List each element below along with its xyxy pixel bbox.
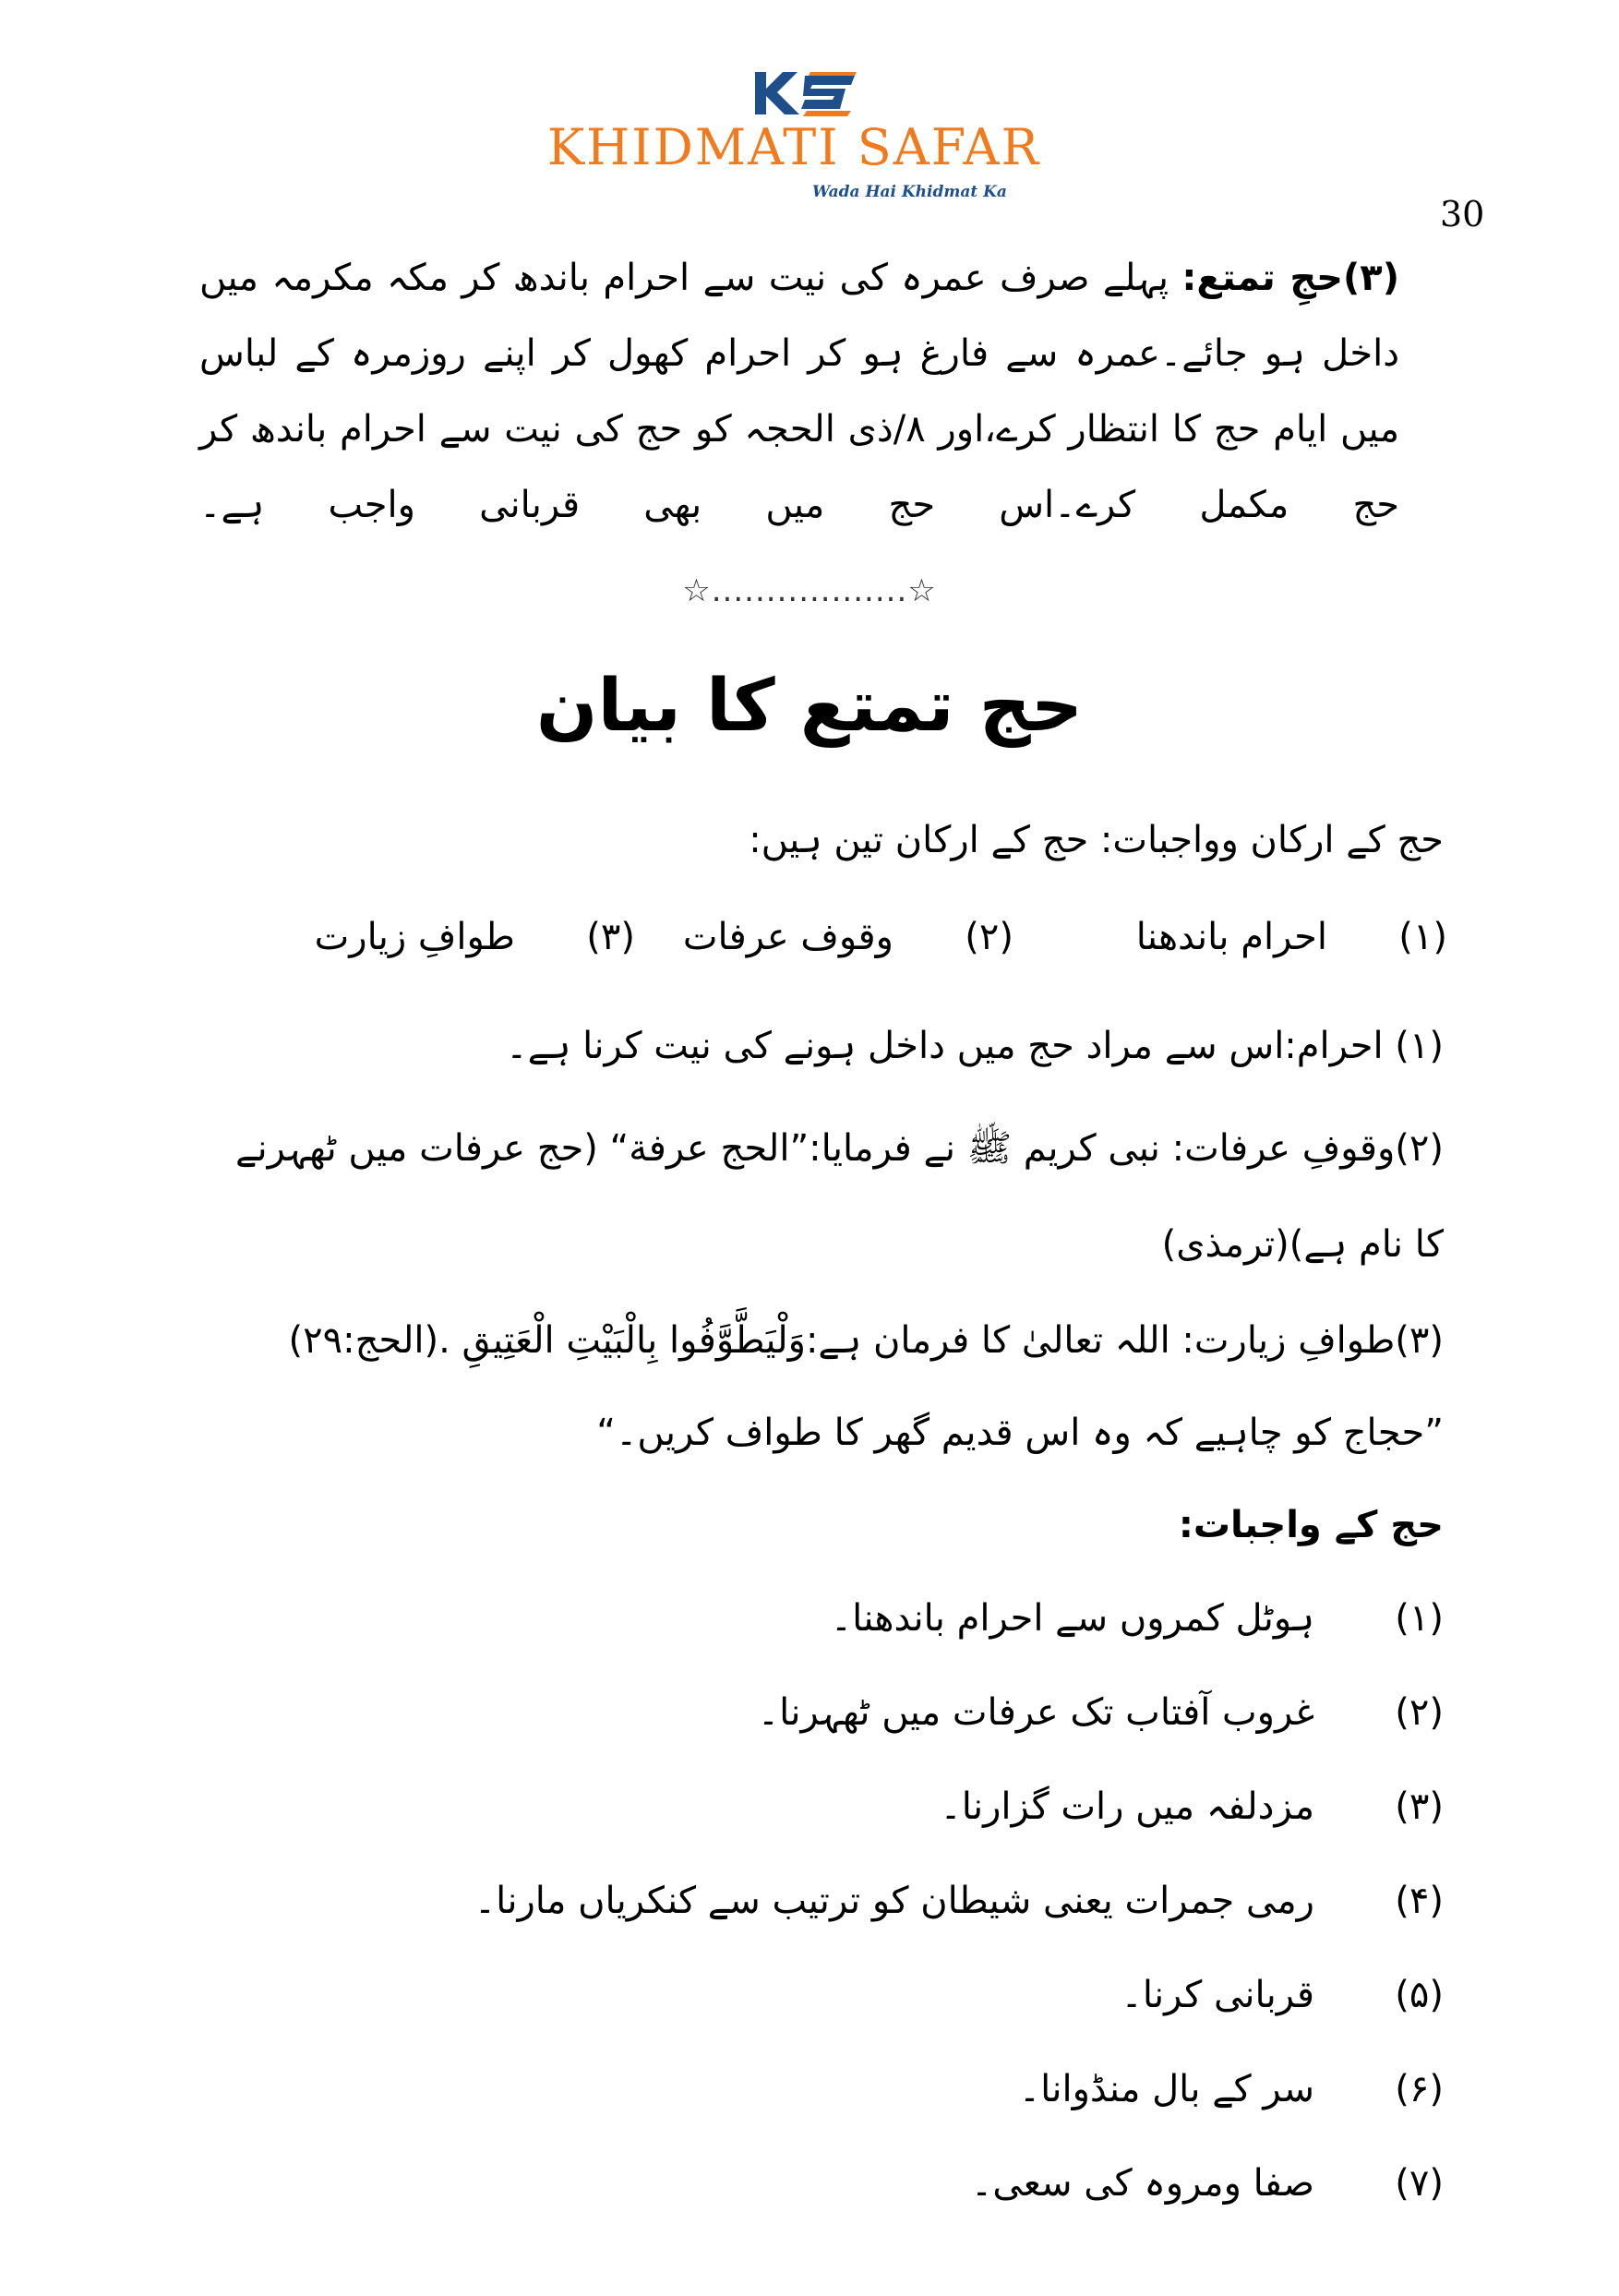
wajibat-heading: حج کے واجبات:	[1178, 1504, 1444, 1546]
page-number: 30	[1440, 194, 1485, 234]
wajibat-item-text: ہوٹل کمروں سے احرام باندھنا۔	[830, 1597, 1314, 1640]
wajibat-item-text: صفا ومروہ کی سعی۔	[970, 2162, 1314, 2205]
wajibat-item-4	[244, 1880, 1444, 1935]
wajibat-item-7	[244, 2162, 1444, 2218]
detail-line-5: ”حجاج کو چاہیے کہ وہ اس قدیم گھر کا طواف کریں۔“	[596, 1412, 1444, 1454]
pillar-1-num: (۱)	[1398, 916, 1447, 958]
wajibat-item-text: رمی جمرات یعنی شیطان کو ترتیب سے کنکریاں مارنا۔	[474, 1880, 1314, 1922]
wajibat-item-text: قربانی کرنا۔	[1121, 1974, 1314, 2016]
brand-logo-mark	[755, 72, 857, 116]
wajibat-item-number: (۶)	[1395, 2068, 1444, 2110]
wajibat-item-text: مزدلفہ میں رات گزارنا۔	[940, 1785, 1314, 1828]
wajibat-item-1	[244, 1597, 1444, 1653]
intro-label: (۳)حجِ تمتع:	[1181, 257, 1399, 299]
section-divider: ☆..................☆	[682, 572, 937, 609]
detail-line-3: کا نام ہے)(ترمذی)	[1161, 1223, 1444, 1266]
wajibat-item-3	[244, 1785, 1444, 1841]
pillar-2-text: وقوف عرفات	[682, 916, 893, 958]
detail-line-4: (۳)طوافِ زیارت: اللہ تعالیٰ کا فرمان ہے:وَلْيَطَّوَّفُوا بِالْبَيْتِ الْعَتِيقِ .(الحج:۲۹)	[288, 1319, 1444, 1362]
wajibat-item-text: غروب آفتاب تک عرفات میں ٹھہرنا۔	[757, 1691, 1314, 1734]
brand-tagline: Wada Hai Khidmat Ka	[812, 183, 1007, 201]
wajibat-item-number: (۳)	[1395, 1785, 1444, 1828]
wajibat-item-number: (۱)	[1395, 1597, 1444, 1640]
wajibat-item-number: (۵)	[1395, 1974, 1444, 2016]
pillar-2-num: (۲)	[965, 916, 1013, 958]
wajibat-item-5	[244, 1974, 1444, 2029]
wajibat-item-number: (۷)	[1395, 2162, 1444, 2205]
brand-name: KHIDMATI SAFAR	[546, 118, 1041, 176]
detail-line-1: (۱) احرام:اس سے مراد حج میں داخل ہونے کی نیت کرنا ہے۔	[506, 1025, 1444, 1067]
intro-paragraph	[199, 240, 1399, 543]
pillars-intro: حج کے ارکان وواجبات: حج کے ارکان تین ہیں:	[749, 819, 1444, 861]
wajibat-item-6	[244, 2068, 1444, 2123]
detail-line-2: (۲)وقوفِ عرفات: نبی کریم ﷺ نے فرمایا:”الحج عرفة“ (حج عرفات میں ٹھہرنے	[235, 1127, 1444, 1170]
wajibat-item-text: سر کے بال منڈوانا۔	[1018, 2068, 1314, 2110]
wajibat-item-2	[244, 1691, 1444, 1747]
section-heading: حج تمتع کا بیان	[535, 665, 1084, 748]
intro-text: پہلے صرف عمرہ کی نیت سے احرام باندھ کر مکہ مکرمہ میں داخل ہو جائے۔عمرہ سے فارغ ہو کر احرام کھول کر اپنے روزمرہ کے لباس میں ایام حج کا انتظار کرے،اور ۸/ذی الحجہ کو حج کی نیت سے احرام باندھ کر حج مکمل کرے۔اس حج میں بھی قربانی واجب ہے۔	[199, 257, 1399, 526]
wajibat-item-number: (۴)	[1395, 1880, 1444, 1922]
wajibat-item-number: (۲)	[1395, 1691, 1444, 1734]
pillar-1-text: احرام باندھنا	[1135, 916, 1327, 958]
pillar-3-num: (۳)	[586, 916, 635, 958]
pillars-row	[155, 916, 1447, 971]
pillar-3-text: طوافِ زیارت	[314, 916, 515, 958]
